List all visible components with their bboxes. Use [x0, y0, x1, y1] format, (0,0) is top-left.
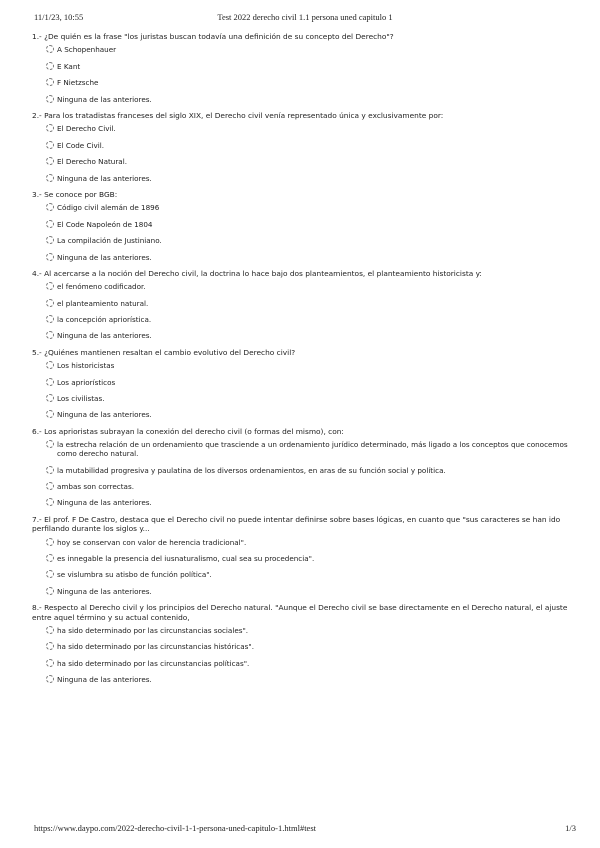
option-label: Ninguna de las anteriores. [57, 173, 152, 183]
radio-button[interactable] [46, 675, 54, 683]
option[interactable] [32, 361, 580, 370]
option[interactable] [32, 498, 580, 507]
option[interactable] [32, 587, 580, 596]
print-footer [34, 823, 576, 837]
radio-button[interactable] [46, 95, 54, 103]
radio-button[interactable] [46, 361, 54, 369]
radio-button[interactable] [46, 626, 54, 634]
radio-button[interactable] [46, 157, 54, 165]
radio-button[interactable] [46, 220, 54, 228]
option[interactable] [32, 626, 580, 635]
option-label: Ninguna de las anteriores. [57, 252, 152, 262]
radio-button[interactable] [46, 236, 54, 244]
radio-button[interactable] [46, 440, 54, 448]
option-label: Ninguna de las anteriores. [57, 586, 152, 596]
page-url: https://www.daypo.com/2022-derecho-civil-1-1-persona-uned-capitulo-1.html#test [34, 823, 316, 833]
option[interactable] [32, 642, 580, 651]
option[interactable] [32, 659, 580, 668]
option[interactable] [32, 95, 580, 104]
radio-button[interactable] [46, 538, 54, 546]
page-number: 1/3 [565, 823, 576, 833]
radio-button[interactable] [46, 315, 54, 323]
option-label: Ninguna de las anteriores. [57, 675, 152, 685]
option-label: Ninguna de las anteriores. [57, 331, 152, 341]
option-label: es innegable la presencia del iusnaturalismo, cual sea su procedencia". [57, 554, 315, 564]
question-2 [32, 111, 580, 183]
option[interactable] [32, 554, 580, 563]
option-label: ambas son correctas. [57, 482, 134, 492]
radio-button[interactable] [46, 282, 54, 290]
option[interactable] [32, 410, 580, 419]
question-text: 5.- ¿Quiénes mantienen resaltan el cambio evolutivo del Derecho civil? [32, 347, 296, 357]
option-label: Ninguna de las anteriores. [57, 94, 152, 104]
option-label: la mutabilidad progresiva y paulatina de los diversos ordenamientos, en aras de su función social y política. [57, 465, 446, 475]
option-label: el fenómeno codificador. [57, 282, 146, 292]
option-label: A Schopenhauer [57, 45, 117, 55]
option-label: se vislumbra su atisbo de función política". [57, 570, 212, 580]
question-text: 2.- Para los tratadistas franceses del siglo XIX, el Derecho civil venía representado única y exclusivamente por: [32, 110, 444, 120]
option-label: Los historicistas [57, 361, 115, 371]
options-list [32, 282, 580, 340]
options-list [32, 45, 580, 103]
option-label: El Derecho Civil. [57, 124, 116, 134]
option-label: Los apriorísticos [57, 377, 116, 387]
radio-button[interactable] [46, 203, 54, 211]
question-4 [32, 269, 580, 341]
radio-button[interactable] [46, 253, 54, 261]
radio-button[interactable] [46, 124, 54, 132]
option[interactable] [32, 62, 580, 71]
options-list [32, 124, 580, 182]
question-text: 8.- Respecto al Derecho civil y los principios del Derecho natural. "Aunque el Derecho civil se base directamente en el Derecho natural, el ajuste entre aquel término y su actual contenido, [32, 603, 568, 622]
radio-button[interactable] [46, 498, 54, 506]
question-6 [32, 427, 580, 508]
option[interactable] [32, 315, 580, 324]
radio-button[interactable] [46, 659, 54, 667]
radio-button[interactable] [46, 587, 54, 595]
radio-button[interactable] [46, 642, 54, 650]
print-header [34, 12, 576, 26]
options-list [32, 203, 580, 261]
question-1 [32, 32, 580, 104]
option[interactable] [32, 675, 580, 684]
question-text: 3.- Se conoce por BGB: [32, 189, 118, 199]
radio-button[interactable] [46, 410, 54, 418]
option-label: la concepción apriorística. [57, 315, 152, 325]
options-list [32, 538, 580, 596]
option[interactable] [32, 253, 580, 262]
option-label: la estrecha relación de un ordenamiento que trasciende a un ordenamiento jurídico determinado, más ligado a los conceptos que conocemos como derecho natural. [57, 440, 568, 459]
radio-button[interactable] [46, 299, 54, 307]
option[interactable] [32, 203, 580, 212]
radio-button[interactable] [46, 378, 54, 386]
option-label: hoy se conservan con valor de herencia tradicional". [57, 537, 247, 547]
option[interactable] [32, 570, 580, 579]
option[interactable] [32, 220, 580, 229]
radio-button[interactable] [46, 394, 54, 402]
question-5 [32, 348, 580, 420]
print-date: 11/1/23, 10:55 [34, 12, 84, 22]
option-label: Ninguna de las anteriores. [57, 498, 152, 508]
option-label: el planteamiento natural. [57, 298, 149, 308]
option-label: El Code Civil. [57, 140, 105, 150]
option[interactable] [32, 174, 580, 183]
question-text: 4.- Al acercarse a la noción del Derecho civil, la doctrina lo hace bajo dos planteamientos, el planteamiento historicista y: [32, 268, 482, 278]
page-title: Test 2022 derecho civil 1.1 persona uned capitulo 1 [217, 12, 393, 22]
radio-button[interactable] [46, 78, 54, 86]
option-label: La compilación de Justiniano. [57, 236, 162, 246]
option-label: Los civilistas. [57, 394, 105, 404]
option-label: ha sido determinado por las circunstancias sociales". [57, 626, 249, 635]
option[interactable] [32, 378, 580, 387]
option-label: El Code Napoleón de 1804 [57, 219, 153, 229]
option[interactable] [32, 78, 580, 87]
option[interactable] [32, 299, 580, 308]
options-list [32, 440, 580, 507]
option[interactable] [32, 157, 580, 166]
radio-button[interactable] [46, 554, 54, 562]
radio-button[interactable] [46, 174, 54, 182]
question-text: 6.- Los aprioristas subrayan la conexión del derecho civil (o formas del mismo), con: [32, 426, 344, 436]
question-3 [32, 190, 580, 262]
option-label: F Nietzsche [57, 78, 99, 88]
option-label: Código civil alemán de 1896 [57, 203, 160, 213]
radio-button[interactable] [46, 570, 54, 578]
option[interactable] [32, 440, 580, 458]
question-7 [32, 515, 580, 596]
option[interactable] [32, 538, 580, 547]
question-text: 7.- El prof. F De Castro, destaca que el Derecho civil no puede intentar definirse sobre bases lógicas, en cuanto que "sus caracteres se han ido perfilando durante los siglos y... [32, 514, 561, 534]
radio-button[interactable] [46, 62, 54, 70]
option[interactable] [32, 141, 580, 150]
option[interactable] [32, 236, 580, 245]
radio-button[interactable] [46, 141, 54, 149]
question-8 [32, 603, 580, 684]
option[interactable] [32, 282, 580, 291]
radio-button[interactable] [46, 482, 54, 490]
quiz-content [32, 32, 580, 692]
option-label: ha sido determinado por las circunstancias políticas". [57, 658, 250, 668]
radio-button[interactable] [46, 331, 54, 339]
option-label: E Kant [57, 61, 81, 71]
option[interactable] [32, 45, 580, 54]
option-label: El Derecho Natural. [57, 157, 127, 167]
question-text: 1.- ¿De quién es la frase "los juristas buscan todavía una definición de su concepto del Derecho"? [32, 32, 394, 41]
option[interactable] [32, 331, 580, 340]
options-list [32, 361, 580, 419]
option[interactable] [32, 466, 580, 475]
option[interactable] [32, 394, 580, 403]
option[interactable] [32, 482, 580, 491]
radio-button[interactable] [46, 466, 54, 474]
option-label: Ninguna de las anteriores. [57, 410, 152, 420]
radio-button[interactable] [46, 45, 54, 53]
options-list [32, 626, 580, 684]
option-label: ha sido determinado por las circunstancias históricas". [57, 642, 254, 652]
option[interactable] [32, 124, 580, 133]
